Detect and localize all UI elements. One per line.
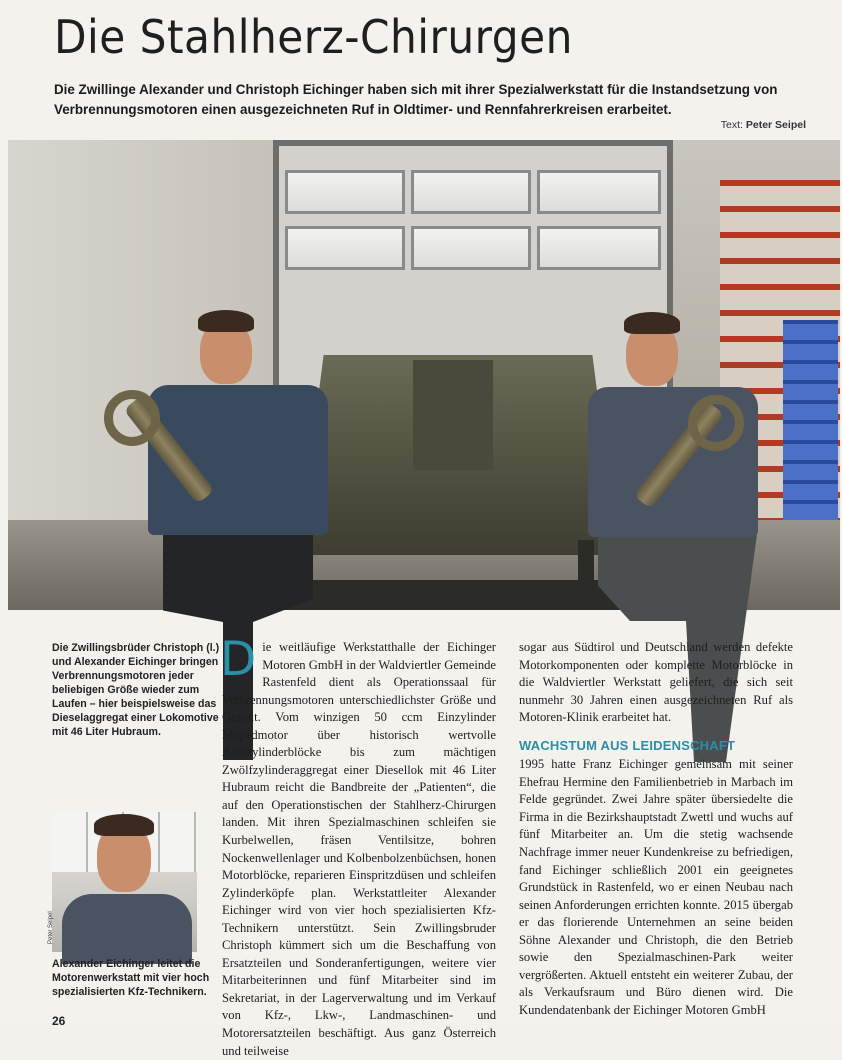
portrait-hair <box>94 814 154 836</box>
subheading: WACHSTUM AUS LEIDENSCHAFT <box>519 737 736 753</box>
hero-caption: Die Zwillingsbrüder Christoph (l.) und Alexander Eichinger bringen Verbrennungsmotoren jeder beliebigen Größe wieder zum Laufen – hier beispielsweise das Dieselaggregat einer Lokomotive mit 46 Liter Hubraum. <box>52 642 220 738</box>
paragraph: sogar aus Südtirol und Deutschland werden defekte Motorkomponenten oder komplette Motorblöcke in die Waldviertler Werkstatt geliefert, die sich seit nunmehr 30 Jahren einen ausgezeichneten Ruf als Motoren-Klinik erarbeitet hat. <box>519 640 793 725</box>
engine-top-assembly <box>413 360 493 470</box>
connecting-rod-eye <box>688 395 744 451</box>
article-lede: Die Zwillinge Alexander und Christoph Eichinger haben sich mit ihrer Spezialwerkstatt für die Instandsetzung von Verbrennungsmotoren einen ausgezeichneten Ruf in Oldtimer- und Rennfahrerkreisen erarbeitet. <box>54 82 778 117</box>
body-column-1 <box>220 632 496 1060</box>
credit-author: Peter Seipel <box>745 119 806 131</box>
door-pane <box>411 226 531 270</box>
page-number: 26 <box>52 1014 66 1028</box>
door-pane <box>537 226 661 270</box>
door-pane <box>411 170 531 214</box>
paragraph-text: ie weitläufige Werkstatthalle der Eichinger Motoren GmbH in der Waldviertler Gemeinde Rastenfeld dient als Operationssaal für Verbrennungsmotoren unterschiedlichster Größe und Gestalt. Vom winzigen 50 ccm Einzylinder Mopedmotor über historisch wertvolle Achtzylinderblöcke bis zum mächtigen Zwölfzylinderaggregat einer Diesellok mit 46 Liter Hubraum reicht die Bandbreite der „Patienten“, die auf den Operationstischen der Stahlherz-Chirurgen landen. Mit ihren Spezialmaschinen schleifen sie Kurbelwellen, fräsen Ventilsitze, bohren Nockenwellenlager und Kolbenbolzenbüchsen, honen Motorblöcke, reparieren Einspritzdüsen und schleifen Zylinderköpfe plan. Werkstattleiter Alexander Eichinger wird von vier hoch spezialisierten Kfz-Technikern unterstützt. Sein Zwillingsbruder Christoph kümmert sich um die Beschaffung von Ersatzteilen und Sonderanfertigungen, weitere vier Mitarbeiterinnen und fünf Mitarbeiter sind im Sekretariat, in der Lagerverwaltung und im Verkauf von Kfz-, Lkw-, Landmaschinen- und Motorersatzteilen beschäftigt. Aus ganz Österreich und teilweise <box>222 640 496 1058</box>
portrait-torso <box>62 894 192 964</box>
connecting-rod-eye <box>104 390 160 446</box>
paragraph: 1995 hatte Franz Eichinger gemeinsam mit seiner Ehefrau Hermine den Familienbetrieb in Marbach im Felde gegründet. Zwei Jahre später übersiedelte die Firma in die Bezirkshauptstadt Zwettl und wuchs auf fünf Mitarbeiter an. Um die stetig wachsende Nachfrage immer neuer Kundenkreise zu befriedigen, fand Eichinger schließlich 2001 ein geeignetes Grundstück in Rastenfeld, wo er einen Neubau nach seinen Anforderungen errichten konnte. 2015 übergab er das florierende Unternehmen an seine beiden Söhne Alexander und Christoph, die den Betrieb sowie den Spezialmaschinen-Park weiter vergrößerten. Aktuell entsteht ein weiterer Zubau, der als Verkaufsraum und Büro dienen wird. Die Kundendatenbank der Eichinger Motoren GmbH <box>519 757 793 1017</box>
person-hair <box>198 310 254 332</box>
hero-photo <box>8 140 840 610</box>
photo-credit: Peter Seipel <box>48 911 54 944</box>
portrait-caption: Alexander Eichinger leitet die Motorenwerkstatt mit vier hoch spezialisierten Kfz-Technikern. <box>52 958 210 998</box>
door-pane <box>285 170 405 214</box>
person-hair <box>624 312 680 334</box>
body-column-2 <box>519 639 793 1019</box>
door-pane <box>537 170 661 214</box>
drop-cap: D <box>220 632 257 687</box>
door-pane <box>285 226 405 270</box>
paragraph <box>220 632 496 1060</box>
author-credit <box>721 119 806 131</box>
credit-prefix: Text: <box>720 119 743 131</box>
article-title: Die Stahlherz-Chirurgen <box>54 10 573 64</box>
portrait-photo <box>48 812 197 952</box>
